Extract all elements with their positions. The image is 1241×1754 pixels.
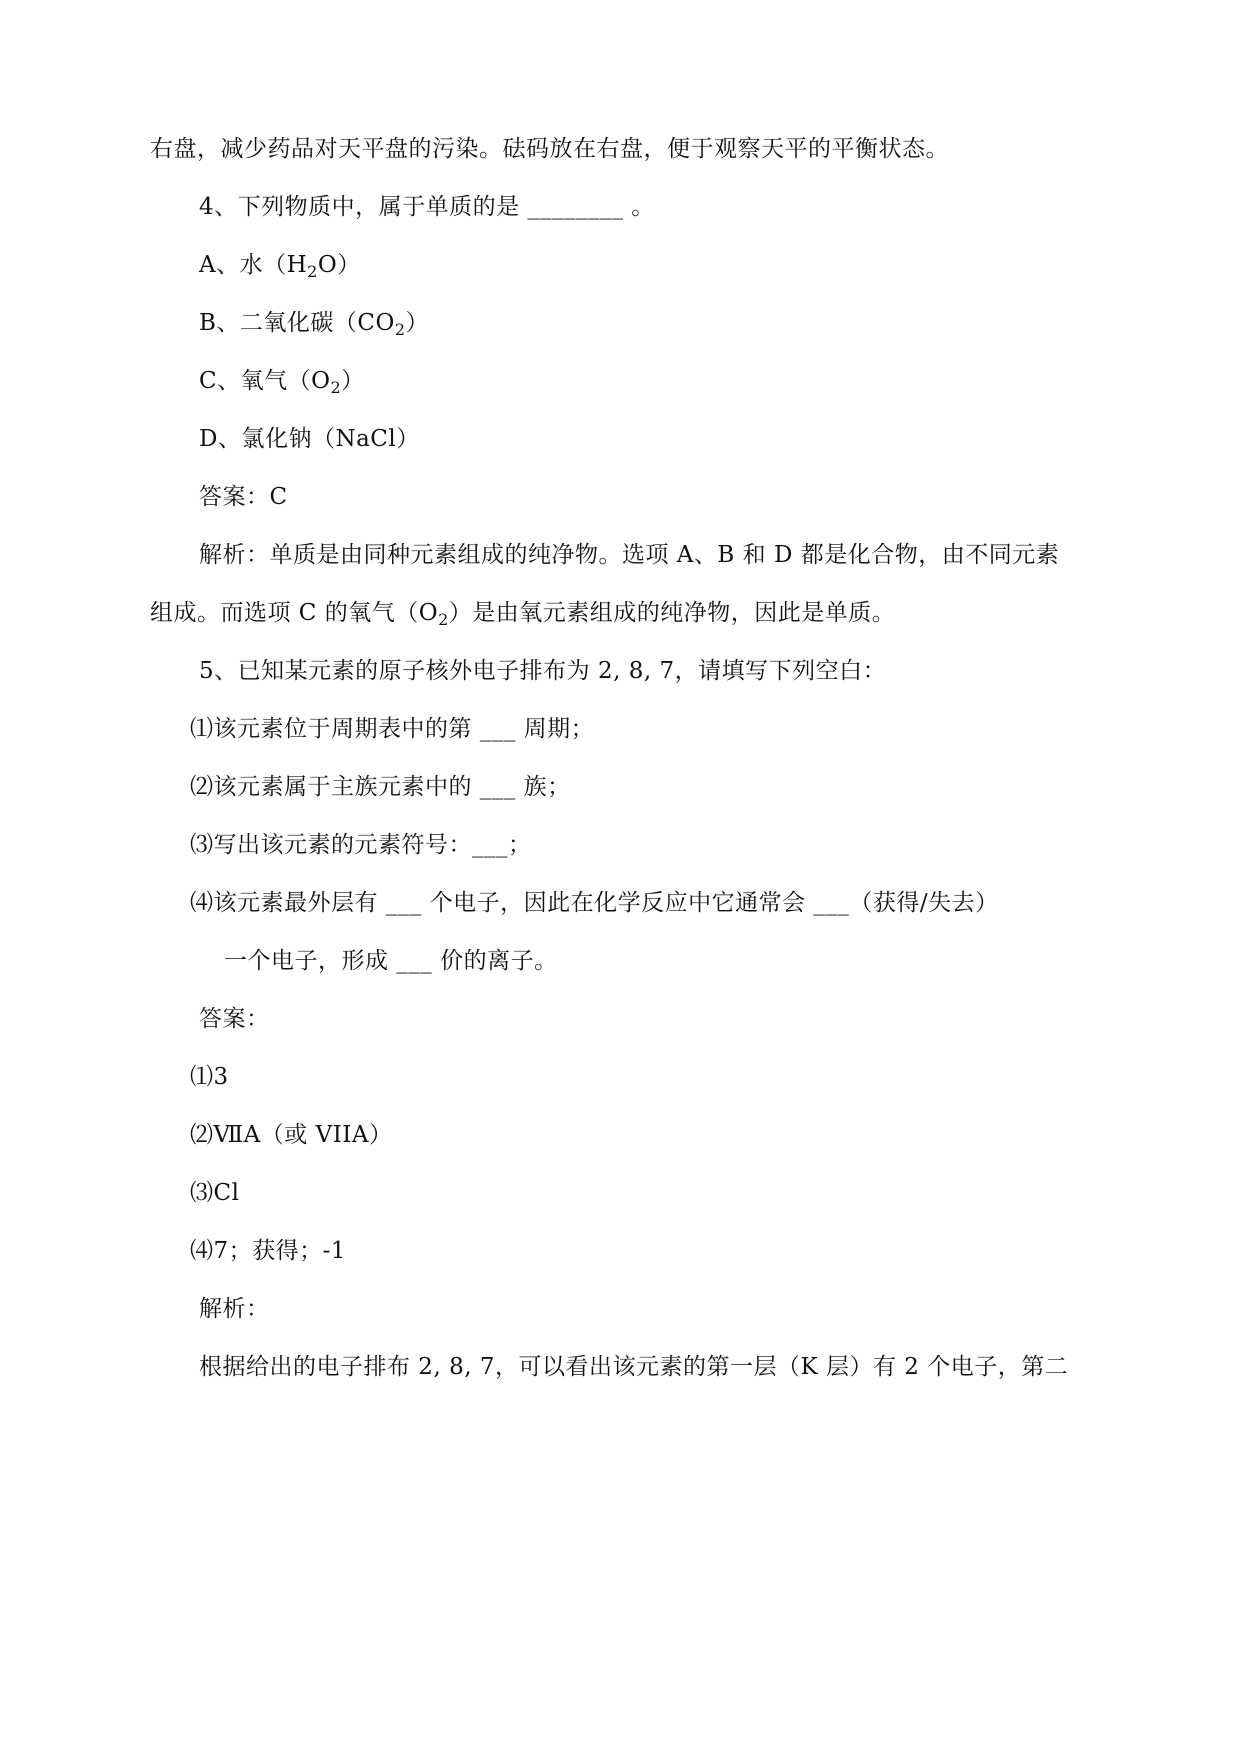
question-5-part-4-cont: 一个电子，形成 ___ 价的离子。	[224, 948, 558, 974]
option-c-text-end: ）	[341, 368, 365, 394]
subscript: 2	[394, 320, 406, 339]
option-a-text: A、水（H	[199, 252, 308, 278]
option-a	[199, 250, 361, 287]
explanation-5-label: 解析：	[199, 1296, 270, 1322]
answer-4: 答案：C	[199, 484, 288, 510]
explanation-5-line-1: 根据给出的电子排布 2, 8, 7，可以看出该元素的第一层（K 层）有 2 个电子，第二	[199, 1354, 1069, 1380]
explanation-4-text: 组成。而选项 C 的氧气（O	[150, 600, 439, 626]
explanation-4-text-end: ）是由氧元素组成的纯净物，因此是单质。	[448, 600, 896, 626]
option-c-text: C、氧气（O	[199, 368, 331, 394]
question-5-part-4: ⑷该元素最外层有 ___ 个电子，因此在化学反应中它通常会 ___（获得/失去）	[190, 890, 999, 916]
answer-5-part-1: ⑴3	[190, 1064, 229, 1090]
answer-5-part-3: ⑶Cl	[190, 1180, 240, 1206]
subscript: 2	[438, 610, 449, 629]
option-b	[199, 308, 429, 345]
option-a-text-end: O）	[317, 252, 361, 278]
question-4: 4、下列物质中，属于单质的是 ________ 。	[199, 194, 655, 220]
option-d: D、氯化钠（NaCl）	[199, 426, 420, 452]
answer-5-part-2: ⑵ⅦA（或 VIIA）	[190, 1122, 393, 1148]
subscript: 2	[330, 378, 342, 397]
explanation-4-line-1: 解析：单质是由同种元素组成的纯净物。选项 A、B 和 D 都是化合物，由不同元素	[199, 542, 1060, 568]
option-b-text: B、二氧化碳（CO	[199, 310, 395, 336]
question-5-part-3: ⑶写出该元素的元素符号：___；	[190, 832, 532, 858]
option-b-text-end: ）	[405, 310, 430, 336]
question-5: 5、已知某元素的原子核外电子排布为 2, 8, 7，请填写下列空白：	[199, 658, 887, 684]
answer-5-label: 答案：	[199, 1006, 270, 1032]
answer-5-part-4: ⑷7；获得；-1	[190, 1238, 347, 1264]
question-5-part-2: ⑵该元素属于主族元素中的 ___ 族；	[190, 774, 571, 800]
explanation-4-line-2	[150, 598, 895, 635]
option-c	[199, 366, 365, 403]
paragraph-line: 右盘，减少药品对天平盘的污染。砝码放在右盘，便于观察天平的平衡状态。	[150, 136, 949, 162]
question-5-part-1: ⑴该元素位于周期表中的第 ___ 周期；	[190, 716, 595, 742]
subscript: 2	[307, 262, 318, 281]
